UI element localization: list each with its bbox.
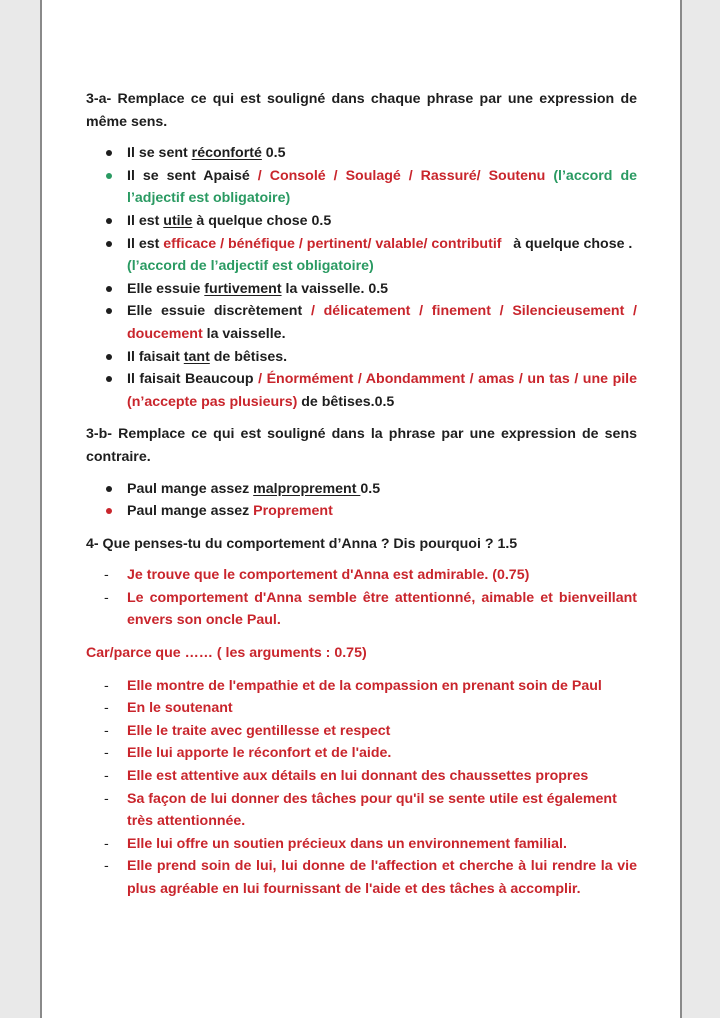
answer-text: / Énormément / Abondamment / amas / un tas / une pile (n’accepte pas plusieurs) [127,371,638,410]
question-3a-title: 3-a- Remplace ce qui est souligné dans chaque phrase par une expression de même sens. [86,91,637,130]
page-content [86,88,637,911]
list-item: Paul mange assez Proprement [127,500,637,523]
list-item: Il est efficace / bénéfique / pertinent/ valable/ contributif à quelque chose . (l’accord de l’adjectif est obligatoire) [127,233,637,278]
list-item: - Elle prend soin de lui, lui donne de l'affection et cherche à lui rendre la vie plus agréable en lui fournissant de l'aide et des tâches à accomplir. [127,855,637,900]
list-item: - Elle lui offre un soutien précieux dans un environnement familial. [127,833,637,856]
list-item: - Elle lui apporte le réconfort et de l'aide. [127,742,637,765]
list-item: Il se sent réconforté 0.5 [127,142,637,165]
list-item: - Je trouve que le comportement d'Anna est admirable. (0.75) [127,564,637,587]
list-item: Elle essuie furtivement la vaisselle. 0.5 [127,278,637,301]
list-item: Elle essuie discrètement / délicatement / finement / Silencieusement / doucement la vaisselle. [127,300,637,345]
list-item: - En le soutenant [127,697,637,720]
list-item: - Sa façon de lui donner des tâches pour qu'il se sente utile est également très attentionnée. [127,788,637,833]
list-item: - Le comportement d'Anna semble être attentionné, aimable et bienveillant envers son oncle Paul. [127,587,637,632]
list-item: Paul mange assez malproprement 0.5 [127,478,637,501]
underlined-word: furtivement [204,280,282,297]
note-text: (l’accord de l’adjectif est obligatoire) [127,167,638,207]
underlined-word: utile [163,212,193,229]
question-4-arguments [86,675,637,901]
list-item: - Elle montre de l'empathie et de la compassion en prenant soin de Paul [127,675,637,698]
underlined-word: réconforté [191,145,262,162]
list-item: Il faisait tant de bêtises. [127,346,637,369]
note-text: (l’accord de l’adjectif est obligatoire) [127,258,374,275]
document-page [40,0,682,1018]
underlined-word: tant [183,348,210,365]
answer-text: / délicatement / finement / Silencieusement / doucement [127,303,637,342]
question-3b-list [86,478,637,523]
list-item: Il faisait Beaucoup / Énormément / Abondamment / amas / un tas / une pile (n’accepte pas plusieurs) de bêtises.0.5 [127,368,637,413]
because-label: Car/parce que …… ( les arguments : 0.75) [86,645,367,662]
list-item: Il est utile à quelque chose 0.5 [127,210,637,233]
question-3a-list [86,142,637,413]
list-item: - Elle le traite avec gentillesse et respect [127,720,637,743]
question-3b-title: 3-b- Remplace ce qui est souligné dans la phrase par une expression de sens contraire. [86,426,637,465]
answer-text: efficace / bénéfique / pertinent/ valable/ contributif [163,235,502,252]
list-item: Il se sent Apaisé / Consolé / Soulagé / Rassuré/ Soutenu (l’accord de l’adjectif est obligatoire) [127,165,637,210]
answer-text: Proprement [253,503,333,520]
list-item: - Elle est attentive aux détails en lui donnant des chaussettes propres [127,765,637,788]
question-4-answers [86,564,637,632]
underlined-word: malproprement [253,480,361,497]
question-4-title: 4- Que penses-tu du comportement d’Anna ? Dis pourquoi ? 1.5 [86,535,518,552]
answer-text: / Consolé / Soulagé / Rassuré/ Soutenu [257,167,546,184]
